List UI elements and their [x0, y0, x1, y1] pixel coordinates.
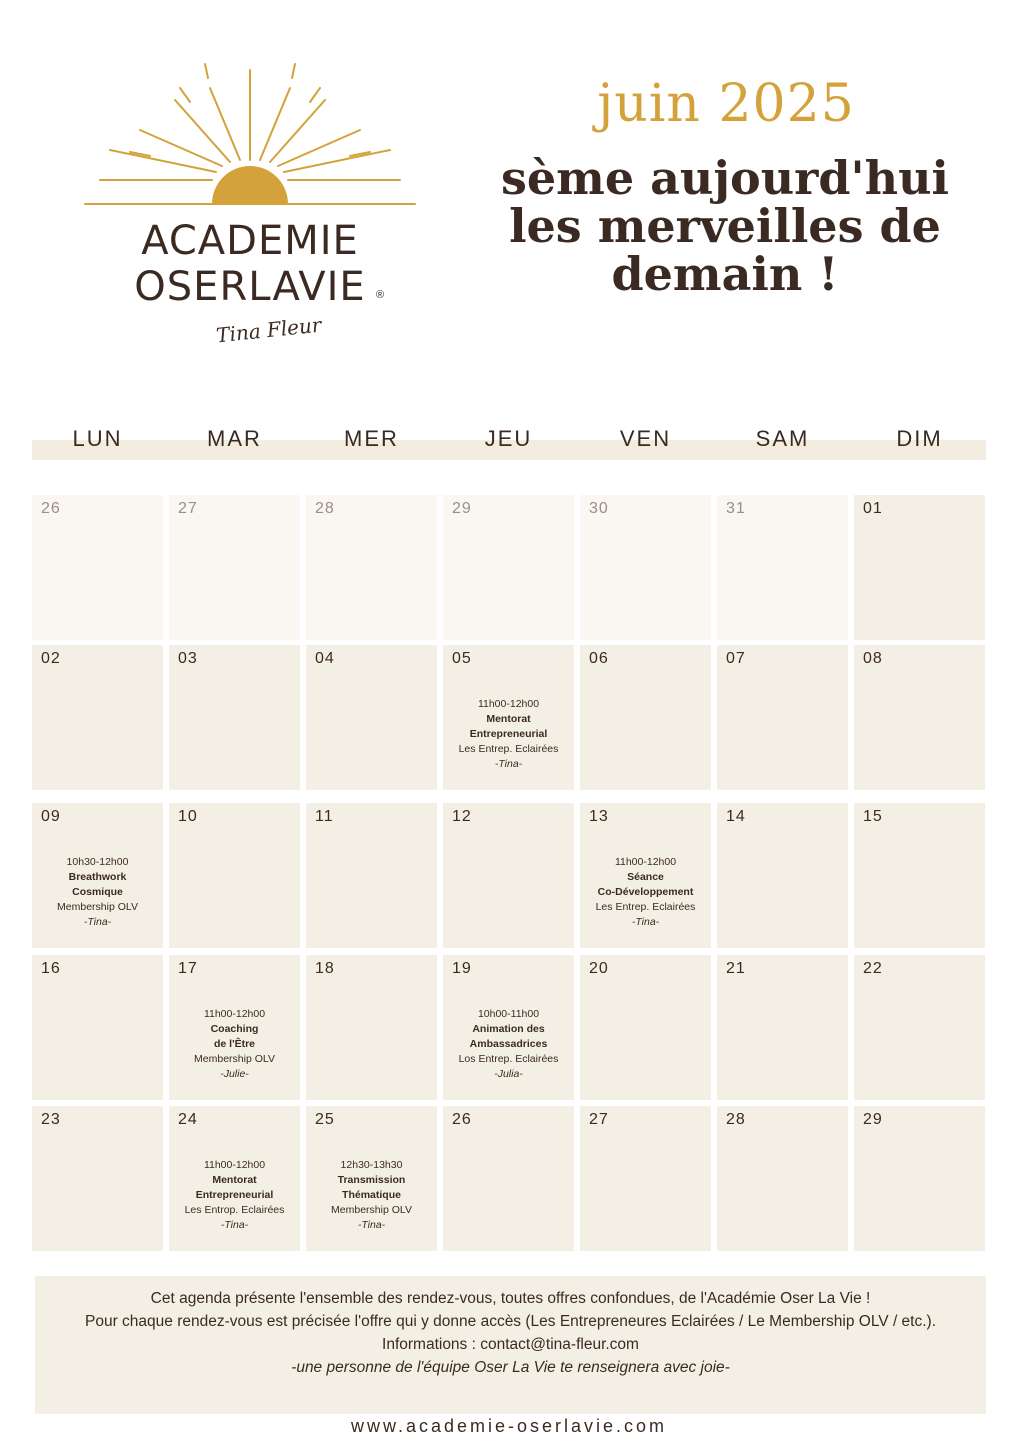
day-number: 18 — [315, 960, 335, 977]
event-time: 11h00-12h00 — [614, 856, 677, 868]
event — [443, 1007, 574, 1082]
day-number: 03 — [178, 650, 198, 667]
event-offer: Membership OLV — [331, 1204, 412, 1216]
calendar-day-cell — [32, 495, 163, 640]
day-number: 28 — [315, 500, 335, 517]
event-title: Ambassadrices — [469, 1038, 548, 1050]
day-number: 15 — [863, 808, 883, 825]
day-number: 20 — [589, 960, 609, 977]
calendar-day-cell — [32, 955, 163, 1100]
event-time: 12h30-13h30 — [340, 1159, 403, 1171]
calendar-day-cell — [32, 803, 163, 948]
calendar-day-cell — [306, 1106, 437, 1251]
calendar-day-cell — [854, 803, 985, 948]
calendar-day-cell — [854, 495, 985, 640]
day-number: 30 — [589, 500, 609, 517]
day-number: 27 — [589, 1111, 609, 1128]
event-title: Mentorat — [486, 713, 531, 725]
day-number: 11 — [315, 808, 334, 825]
calendar-day-cell — [169, 1106, 300, 1251]
event-title: de l'Être — [213, 1038, 255, 1050]
tagline — [470, 151, 980, 301]
day-number: 23 — [41, 1111, 61, 1128]
event-title: Séance — [627, 871, 664, 883]
calendar-day-cell — [32, 645, 163, 790]
event — [443, 697, 574, 772]
calendar-day-cell — [306, 645, 437, 790]
day-number: 27 — [178, 500, 198, 517]
day-name: JEU — [484, 426, 533, 451]
day-number: 13 — [589, 808, 609, 825]
calendar-day-cell — [443, 645, 574, 790]
event-title: Entrepreneurial — [469, 728, 548, 740]
event — [169, 1007, 300, 1082]
event-host: -Tina- — [631, 916, 660, 928]
event-host: -Tina- — [494, 758, 523, 770]
brand-line-oserlavie: OSERLAVIE — [134, 264, 366, 310]
day-number: 02 — [41, 650, 61, 667]
day-number: 09 — [41, 808, 61, 825]
event-title: Thématique — [342, 1189, 401, 1201]
event-offer: Membership OLV — [57, 901, 138, 913]
calendar-day-cell — [854, 1106, 985, 1251]
day-number: 31 — [726, 500, 746, 517]
event-offer: Membership OLV — [194, 1053, 275, 1065]
event-offer: Les Entrep. Eclairées — [458, 743, 559, 755]
month-title: juin 2025 — [597, 74, 855, 134]
calendar-day-cell — [580, 495, 711, 640]
event-title: Coaching — [210, 1023, 259, 1035]
day-number: 10 — [178, 808, 198, 825]
event-time: 10h00-11h00 — [477, 1008, 540, 1020]
day-number: 01 — [863, 500, 883, 517]
calendar-day-cell — [169, 645, 300, 790]
signature: Tina Fleur — [215, 312, 323, 348]
day-number: 24 — [178, 1111, 198, 1128]
event-time: 11h00-12h00 — [203, 1159, 266, 1171]
calendar-day-cell — [169, 803, 300, 948]
day-name: VEN — [619, 426, 672, 451]
tagline-line: demain ! — [611, 247, 839, 301]
day-number: 06 — [589, 650, 609, 667]
website-url: www.academie-oserlavie.com — [350, 1416, 668, 1436]
calendar-day-cell — [717, 803, 848, 948]
calendar-day-cell — [443, 495, 574, 640]
day-number: 26 — [452, 1111, 472, 1128]
info-line: Cet agenda présente l'ensemble des rendez-vous, toutes offres confondues, de l'Académie Oser La Vie ! — [150, 1290, 871, 1307]
calendar-day-cell — [717, 1106, 848, 1251]
calendar-day-cell — [854, 645, 985, 790]
day-number: 12 — [452, 808, 472, 825]
event-host: -Julie- — [220, 1068, 249, 1080]
calendar-day-cell — [306, 955, 437, 1100]
event-host: -Tina- — [357, 1219, 386, 1231]
event — [169, 1158, 300, 1233]
day-number: 26 — [41, 500, 61, 517]
day-number: 07 — [726, 650, 746, 667]
day-number: 19 — [452, 960, 472, 977]
event — [580, 855, 711, 930]
calendar-day-cell — [306, 803, 437, 948]
event-offer: Los Entrep. Eclairées — [458, 1053, 559, 1065]
calendar-day-cell — [854, 955, 985, 1100]
calendar-day-cell — [443, 955, 574, 1100]
calendar-day-cell — [32, 1106, 163, 1251]
event-title: Co-Développement — [597, 886, 694, 898]
calendar-day-cell — [580, 1106, 711, 1251]
calendar-day-cell — [717, 955, 848, 1100]
event-host: -Tina- — [220, 1219, 249, 1231]
day-number: 04 — [315, 650, 335, 667]
calendar-day-cell — [717, 495, 848, 640]
event-time: 10h30-12h00 — [66, 856, 129, 868]
day-name: MAR — [207, 426, 262, 451]
academy-logo — [80, 50, 420, 360]
registered-mark: ® — [376, 289, 385, 301]
event-offer: Les Entrep. Eclairées — [595, 901, 696, 913]
day-name: SAM — [755, 426, 810, 451]
day-number: 17 — [178, 960, 198, 977]
day-number: 05 — [452, 650, 472, 667]
calendar-day-cell — [306, 495, 437, 640]
day-number: 25 — [315, 1111, 335, 1128]
event-host: -Tina- — [83, 916, 112, 928]
calendar-day-cell — [580, 803, 711, 948]
day-number: 16 — [41, 960, 61, 977]
info-note: -une personne de l'équipe Oser La Vie te renseignera avec joie- — [291, 1359, 730, 1376]
info-box — [35, 1276, 986, 1414]
day-name: LUN — [72, 426, 123, 451]
info-line: Pour chaque rendez-vous est précisée l'offre qui y donne accès (Les Entrepreneures Eclairées / Le Membership OLV / etc.). — [84, 1313, 937, 1330]
calendar-day-cell — [169, 955, 300, 1100]
event — [32, 855, 163, 930]
event-title: Entrepreneurial — [195, 1189, 274, 1201]
day-number: 14 — [726, 808, 746, 825]
event-time: 11h00-12h00 — [203, 1008, 266, 1020]
event — [306, 1158, 437, 1233]
calendar-day-cell — [580, 645, 711, 790]
event-offer: Les Entrop. Eclairées — [184, 1204, 285, 1216]
event-time: 11h00-12h00 — [477, 698, 540, 710]
brand-line-academie: ACADEMIE — [141, 218, 359, 264]
day-number: 28 — [726, 1111, 746, 1128]
event-title: Cosmique — [72, 886, 123, 898]
day-number: 21 — [726, 960, 746, 977]
event-host: -Julia- — [494, 1068, 523, 1080]
calendar-day-cell — [169, 495, 300, 640]
calendar-day-cell — [443, 803, 574, 948]
tagline-line: les merveilles de — [509, 199, 941, 253]
calendar-day-cell — [717, 645, 848, 790]
event-title: Animation des — [472, 1023, 545, 1035]
calendar-day-cell — [443, 1106, 574, 1251]
day-name: MER — [344, 426, 399, 451]
tagline-line: sème aujourd'hui — [501, 151, 949, 205]
day-number: 22 — [863, 960, 883, 977]
day-number: 29 — [452, 500, 472, 517]
day-number: 08 — [863, 650, 883, 667]
day-name: DIM — [896, 426, 943, 451]
contact-info: Informations : contact@tina-fleur.com — [382, 1336, 639, 1353]
event-title: Transmission — [337, 1174, 406, 1186]
sun-icon — [80, 50, 420, 220]
day-number: 29 — [863, 1111, 883, 1128]
event-title: Mentorat — [212, 1174, 257, 1186]
event-title: Breathwork — [68, 871, 127, 883]
calendar-day-cell — [580, 955, 711, 1100]
